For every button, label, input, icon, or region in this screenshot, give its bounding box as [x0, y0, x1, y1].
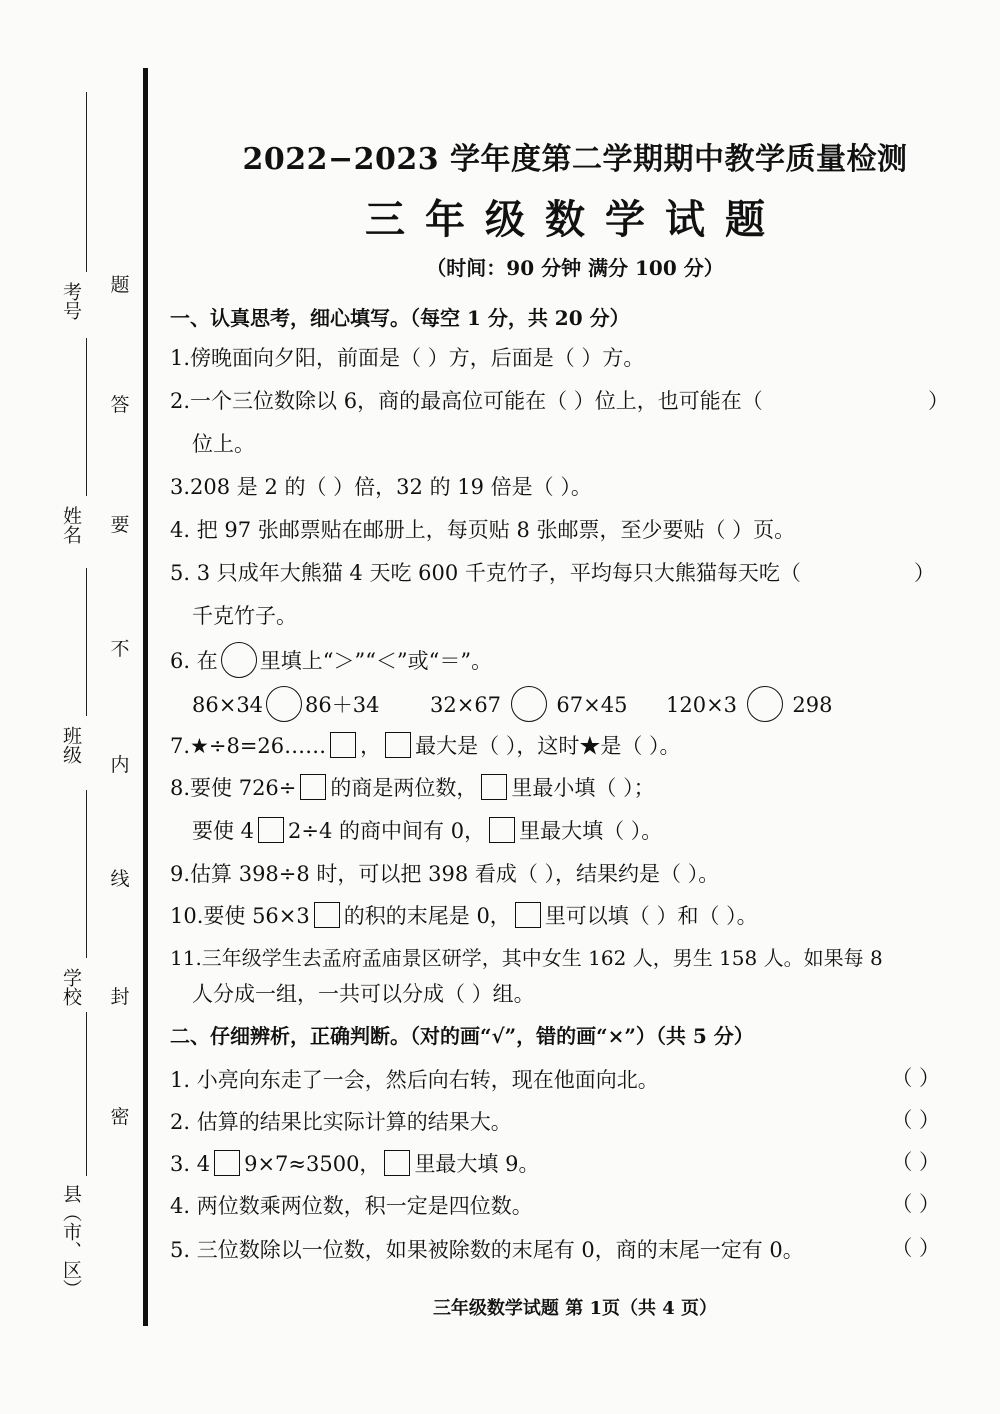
expr-text: 32×67	[430, 693, 502, 717]
q8-text: 2÷4 的商中间有 0，	[288, 819, 486, 843]
warning-char: 密	[110, 1106, 130, 1128]
warning-char: 内	[110, 754, 130, 776]
time-info: （时间：90 分钟 满分 100 分）	[426, 256, 724, 280]
q10-text: 的积的末尾是 0，	[343, 904, 511, 928]
answer-circle[interactable]	[747, 686, 783, 722]
answer-circle[interactable]	[266, 686, 302, 722]
expr-text: 86＋34	[305, 693, 380, 717]
xuexiao-label: 学校	[60, 968, 82, 1006]
answer-box[interactable]	[385, 732, 411, 758]
answer-box[interactable]	[384, 1150, 410, 1176]
section-heading: 一、认真思考，细心填写。（每空 1 分，共 20 分）	[170, 306, 630, 330]
q8-text: 8.要使 726÷	[170, 776, 297, 800]
judge-answer-paren[interactable]: （ ）	[891, 1066, 940, 1090]
xian-label: 县（市、区）	[60, 1184, 82, 1298]
warning-char: 题	[110, 274, 130, 296]
section-heading: 二、仔细辨析，正确判断。（对的画“√”，错的画“×”）（共 5 分）	[170, 1024, 754, 1048]
kaohao-line	[86, 92, 87, 272]
answer-box[interactable]	[481, 774, 507, 800]
question-2-line1	[170, 385, 763, 415]
question-11-line1: 11.三年级学生去孟府孟庙景区研学，其中女生 162 人，男生 158 人。如果每 8	[170, 946, 883, 970]
question-10	[170, 900, 758, 930]
q8-text: 里最大填（ ）。	[519, 819, 663, 843]
answer-box[interactable]	[314, 902, 340, 928]
answer-box[interactable]	[258, 817, 284, 843]
q8-text: 要使 4	[192, 819, 255, 843]
question-3: 3.208 是 2 的（ ）倍，32 的 19 倍是（ ）。	[170, 475, 592, 499]
judge-4: 4. 两位数乘两位数，积一定是四位数。	[170, 1194, 533, 1218]
question-2-line2: 位上。	[192, 432, 255, 456]
warning-char: 不	[110, 638, 130, 660]
answer-circle[interactable]	[221, 642, 257, 678]
warning-char: 要	[110, 514, 130, 536]
question-8-line1	[170, 772, 655, 802]
judge-answer-paren[interactable]: （ ）	[891, 1108, 940, 1132]
question-5-line2: 千克竹子。	[192, 604, 297, 628]
q6-expr-2	[430, 686, 627, 722]
q7-text: 最大是（ ），这时★是（ ）。	[415, 734, 681, 758]
banji-label: 班级	[60, 726, 82, 764]
expr-text: 86×34	[192, 693, 264, 717]
xingming-line	[86, 338, 87, 496]
q6-text: 6. 在	[170, 649, 218, 673]
q10-text: 里可以填（ ）和（ ）。	[544, 904, 758, 928]
q7-text: 7.★÷8=26……	[170, 734, 327, 758]
expr-text: 67×45	[556, 693, 628, 717]
j3-text: 9×7≈3500，	[244, 1152, 381, 1176]
kaohao-label: 考号	[60, 282, 82, 320]
binding-line	[143, 68, 148, 1326]
banji-line	[86, 568, 87, 716]
judge-5: 5. 三位数除以一位数，如果被除数的末尾有 0，商的末尾一定有 0。	[170, 1238, 804, 1262]
judge-answer-paren[interactable]: （ ）	[891, 1192, 940, 1216]
q5-close-paren: ）	[914, 561, 935, 585]
question-7	[170, 730, 681, 760]
j3-text: 3. 4	[170, 1152, 211, 1176]
expr-text: 120×3	[666, 693, 738, 717]
answer-circle[interactable]	[511, 686, 547, 722]
expr-text: 298	[792, 693, 833, 717]
q2-text: 2.一个三位数除以 6，商的最高位可能在（ ）位上，也可能在（	[170, 389, 763, 413]
answer-box[interactable]	[214, 1150, 240, 1176]
question-11-line2: 人分成一组，一共可以分成（ ）组。	[192, 982, 535, 1006]
q2-close-paren: ）	[928, 389, 949, 413]
warning-char: 答	[110, 394, 130, 416]
judge-3	[170, 1148, 539, 1178]
answer-box[interactable]	[515, 902, 541, 928]
q10-text: 10.要使 56×3	[170, 904, 310, 928]
j3-text: 里最大填 9。	[414, 1152, 540, 1176]
question-5-line1: 5. 3 只成年大熊猫 4 天吃 600 千克竹子，平均每只大熊猫每天吃（	[170, 561, 801, 585]
exam-title: 2022−2023 学年度第二学期期中教学质量检测	[242, 142, 908, 177]
answer-box[interactable]	[330, 732, 356, 758]
judge-answer-paren[interactable]: （ ）	[891, 1236, 940, 1260]
q6-expr-1	[192, 686, 380, 722]
question-9: 9.估算 398÷8 时，可以把 398 看成（ ），结果约是（ ）。	[170, 862, 720, 886]
question-4: 4. 把 97 张邮票贴在邮册上，每页贴 8 张邮票，至少要贴（ ）页。	[170, 518, 796, 542]
xuexiao-line	[86, 790, 87, 958]
xian-line	[86, 1012, 87, 1176]
page-footer: 三年级数学试题 第 1页（共 4 页）	[432, 1298, 718, 1319]
subject-title: 三年级数学试题	[365, 196, 785, 243]
answer-box[interactable]	[300, 774, 326, 800]
question-8-line2	[192, 815, 662, 845]
warning-char: 线	[110, 868, 130, 890]
question-6	[170, 642, 492, 678]
q6-expr-3	[666, 686, 833, 722]
q8-text: 的商是两位数，	[330, 776, 478, 800]
judge-answer-paren[interactable]: （ ）	[891, 1150, 940, 1174]
judge-2: 2. 估算的结果比实际计算的结果大。	[170, 1110, 512, 1134]
q8-text: 里最小填（ ）；	[511, 776, 655, 800]
judge-1: 1. 小亮向东走了一会，然后向右转，现在他面向北。	[170, 1068, 659, 1092]
q6-text: 里填上“＞”“＜”或“＝”。	[259, 649, 493, 673]
xingming-label: 姓名	[60, 506, 82, 544]
q7-text: ，	[360, 734, 382, 758]
question-1: 1.傍晚面向夕阳，前面是（ ）方，后面是（ ）方。	[170, 346, 645, 370]
answer-box[interactable]	[489, 817, 515, 843]
warning-char: 封	[110, 986, 130, 1008]
